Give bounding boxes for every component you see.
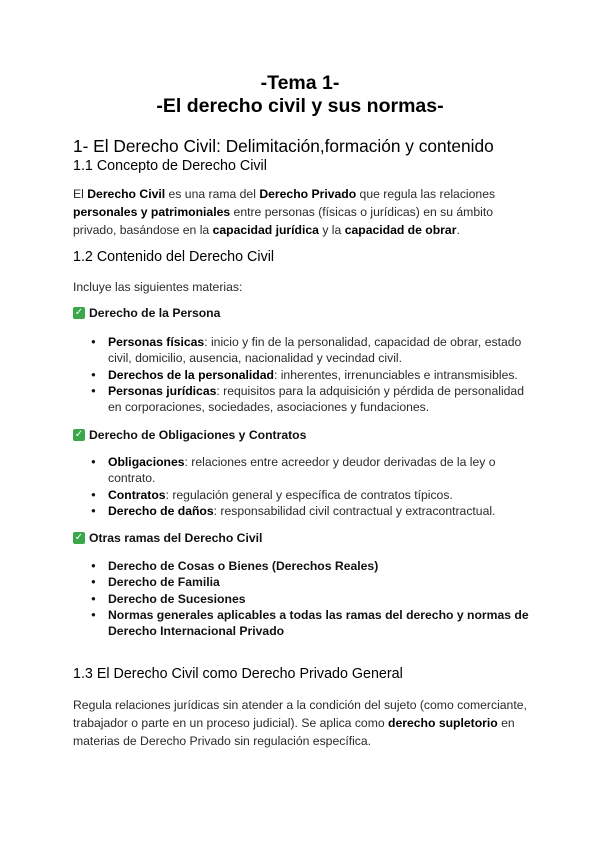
check-mark-icon: ✓ (74, 307, 84, 318)
section-1-2-heading: 1.2 Contenido del Derecho Civil (73, 249, 275, 265)
list-item: ● Personas físicas: inicio y fin de la personalidad, capacidad de obrar, estado civil, domicilio, ausencia, nacionalidad y vecindad civil. (91, 334, 536, 367)
other-branches-list (91, 558, 536, 639)
concept-paragraph: El Derecho Civil es una rama del Derecho Privado que regula las relaciones personales y patrimoniales entre personas (físicas o jurídicas) en su ámbito privado, basándose en la capacidad jurídica y la capacidad de obrar. (73, 187, 496, 237)
person-list (91, 334, 536, 415)
obligations-list (91, 454, 536, 519)
content-intro: Incluye las siguientes materias: (73, 280, 243, 294)
doc-title-line1: -Tema 1- (260, 72, 340, 94)
check-mark-icon: ✓ (74, 429, 84, 440)
general-private-law-paragraph: Regula relaciones jurídicas sin atender a la condición del sujeto (como comerciante, trabajador o parte en un proceso judicial). Se aplica como derecho supletorio en materias de Derecho Privado sin regulación específica. (73, 698, 527, 748)
section-1-1-heading: 1.1 Concepto de Derecho Civil (73, 158, 267, 174)
category-person: ✓ Derecho de la Persona (74, 306, 221, 320)
section-1-3-heading: 1.3 El Derecho Civil como Derecho Privado General (73, 666, 403, 682)
list-item: ● Personas jurídicas: requisitos para la adquisición y pérdida de personalidad en corporaciones, sociedades, asociaciones y fundaciones. (91, 383, 536, 416)
category-obligations: ✓ Derecho de Obligaciones y Contratos (74, 428, 307, 442)
category-other-branches: ✓ Otras ramas del Derecho Civil (74, 531, 263, 545)
list-item: ● Obligaciones: relaciones entre acreedor y deudor derivadas de la ley o contrato. (91, 454, 536, 487)
list-item: ● Derecho de Familia (91, 574, 536, 590)
list-item: ● Derecho de daños: responsabilidad civil contractual y extracontractual. (91, 503, 536, 519)
section-1-heading: 1- El Derecho Civil: Delimitación,formación y contenido (73, 136, 494, 156)
list-item: ● Derecho de Sucesiones (91, 591, 536, 607)
list-item: ● Derecho de Cosas o Bienes (Derechos Reales) (91, 558, 536, 574)
list-item: ● Normas generales aplicables a todas las ramas del derecho y normas de Derecho Internacional Privado (91, 607, 536, 640)
list-item: ● Contratos: regulación general y específica de contratos típicos. (91, 487, 536, 503)
doc-title-line2: -El derecho civil y sus normas- (156, 95, 444, 117)
list-item: ● Derechos de la personalidad: inherentes, irrenunciables e intransmisibles. (91, 367, 536, 383)
check-mark-icon: ✓ (74, 532, 84, 543)
